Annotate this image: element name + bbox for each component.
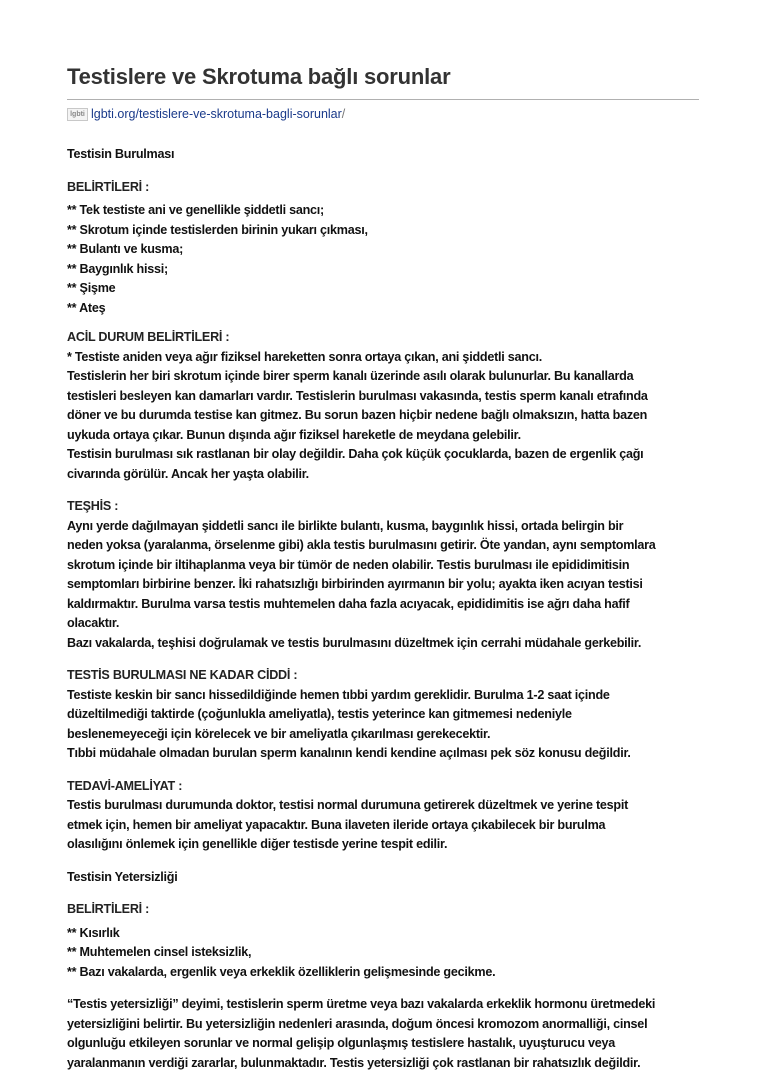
text-line: yetersizliğini belirtir. Bu yetersizliğin nedenleri arasında, doğum öncesi kromozom anormalliği, cinsel — [67, 1016, 648, 1031]
text-line: semptomları birbirine benzer. İki rahatsızlığı birbirinden ayırmanın bir yolu; ayakta iken acıyan testisi — [67, 577, 643, 591]
list-item: ** Tek testiste ani ve genellikle şiddetli sancı; — [67, 203, 324, 217]
treatment-paragraph — [67, 796, 699, 855]
list-item: ** Şişme — [67, 281, 116, 295]
text-line: olacaktır. — [67, 616, 120, 630]
text-line: uykuda ortaya çıkar. Bunun dışında ağır fiziksel hareketle de meydana gelebilir. — [67, 427, 521, 442]
source-link[interactable]: lgbti.org/testislere-ve-skrotuma-bagli-sorunlar — [91, 107, 342, 121]
text-line: Testiste keskin bir sancı hissedildiğinde hemen tıbbi yardım gereklidir. Burulma 1-2 saat içinde — [67, 687, 610, 702]
article-body — [67, 145, 699, 1073]
text-line: düzeltilmediği taktirde (çoğunlukla ameliyatla), testis yeterince kan gitmemesi nedeniyle — [67, 707, 572, 721]
emergency-paragraph — [67, 348, 699, 485]
text-line: testisleri besleyen kan damarları vardır. Testislerin burulması vakasında, testis sperm kanalı etrafında — [67, 388, 648, 403]
text-line: civarında görülür. Ancak her yaşta olabilir. — [67, 466, 309, 481]
severity-paragraph — [67, 686, 699, 764]
page-title: Testislere ve Skrotuma bağlı sorunlar — [67, 64, 451, 89]
symptoms-list — [67, 201, 699, 318]
section-title: Testisin Burulması — [67, 147, 175, 161]
text-line: döner ve bu durumda testise kan gitmez. Bu sorun bazen hiçbir nedene bağlı olmaksızın, hatta bazen — [67, 408, 648, 422]
text-line: Testislerin her biri skrotum içinde birer sperm kanalı üzerinde asılı olarak bulunurlar. Bu kanallarda — [67, 369, 634, 383]
title-divider — [67, 99, 699, 100]
text-line: olasılığını önlemek için genellikle diğer testisde yerine tespit edilir. — [67, 837, 448, 851]
list-item: ** Muhtemelen cinsel isteksizlik, — [67, 945, 252, 959]
text-line: neden yoksa (yaralanma, örselenme gibi) akla testis burulmasını getirir. Öte yandan, aynı semptomlara — [67, 538, 656, 552]
source-trailing: / — [341, 107, 346, 121]
text-line: “Testis yetersizliği” deyimi, testislerin sperm üretme veya bazı vakalarda erkeklik hormonu üretmedeki — [67, 997, 656, 1011]
text-line: skrotum içinde bir iltihaplanma veya bir tümör de neden olabilir. Testis burulması ile epididimitisin — [67, 557, 630, 572]
site-favicon-icon: lgbti — [67, 108, 88, 121]
section-title: Testisin Yetersizliği — [67, 869, 178, 884]
text-line: * Testiste aniden veya ağır fiziksel hareketten sonra ortaya çıkan, ani şiddetli sancı. — [67, 349, 542, 364]
diagnosis-heading: TEŞHİS : — [67, 499, 119, 513]
list-item: ** Ateş — [67, 300, 106, 315]
text-line: Testis burulması durumunda doktor, testisi normal durumuna getirerek düzeltmek ve yerine tespit — [67, 798, 629, 812]
severity-heading: TESTİS BURULMASI NE KADAR CİDDİ : — [67, 668, 298, 682]
list-item: ** Bazı vakalarda, ergenlik veya erkeklik özelliklerin gelişmesinde gecikme. — [67, 964, 496, 979]
list-item: ** Baygınlık hissi; — [67, 261, 168, 276]
text-line: beslenemeyeceği için körelecek ve bir ameliyatla çıkarılması gerekecektir. — [67, 726, 491, 741]
symptoms-list — [67, 924, 699, 983]
text-line: Bazı vakalarda, teşhisi doğrulamak ve testis burulmasını düzeltmek için cerrahi müdahale gerkebilir. — [67, 635, 642, 650]
text-line: Testisin burulması sık rastlanan bir olay değildir. Daha çok küçük çocuklarda, bazen de ergenlik çağı — [67, 447, 644, 461]
definition-paragraph — [67, 995, 699, 1073]
emergency-heading: ACİL DURUM BELİRTİLERİ : — [67, 330, 230, 344]
text-line: Aynı yerde dağılmayan şiddetli sancı ile birlikte bulantı, kusma, baygınlık hissi, ortada belirgin bir — [67, 518, 624, 533]
text-line: Tıbbi müdahale olmadan burulan sperm kanalının kendi kendine açılması pek söz konusu değildir. — [67, 746, 631, 760]
source-line — [67, 107, 345, 121]
list-item: ** Skrotum içinde testislerden birinin yukarı çıkması, — [67, 222, 368, 237]
list-item: ** Bulantı ve kusma; — [67, 242, 184, 256]
text-line: etmek için, hemen bir ameliyat yapacaktır. Buna ilaveten ileride ortaya çıkabilecek bir burulma — [67, 817, 606, 832]
symptoms-heading: BELİRTİLERİ : — [67, 902, 150, 916]
text-line: olgunluğu etkileyen sorunlar ve normal gelişip olgunlaşmış testislere hastalık, uyuşturucu veya — [67, 1036, 616, 1050]
text-line: yaralanmanın verdiği zararlar, bulunmaktadır. Testis yetersizliği çok rastlanan bir rahatsızlık değildir. — [67, 1055, 641, 1070]
treatment-heading: TEDAVİ-AMELİYAT : — [67, 778, 183, 793]
text-line: kaldırmaktır. Burulma varsa testis muhtemelen daha fazla acıyacak, epididimitis ise ağrı daha hafif — [67, 596, 630, 611]
list-item: ** Kısırlık — [67, 925, 120, 940]
symptoms-heading: BELİRTİLERİ : — [67, 179, 150, 194]
diagnosis-paragraph — [67, 517, 699, 654]
